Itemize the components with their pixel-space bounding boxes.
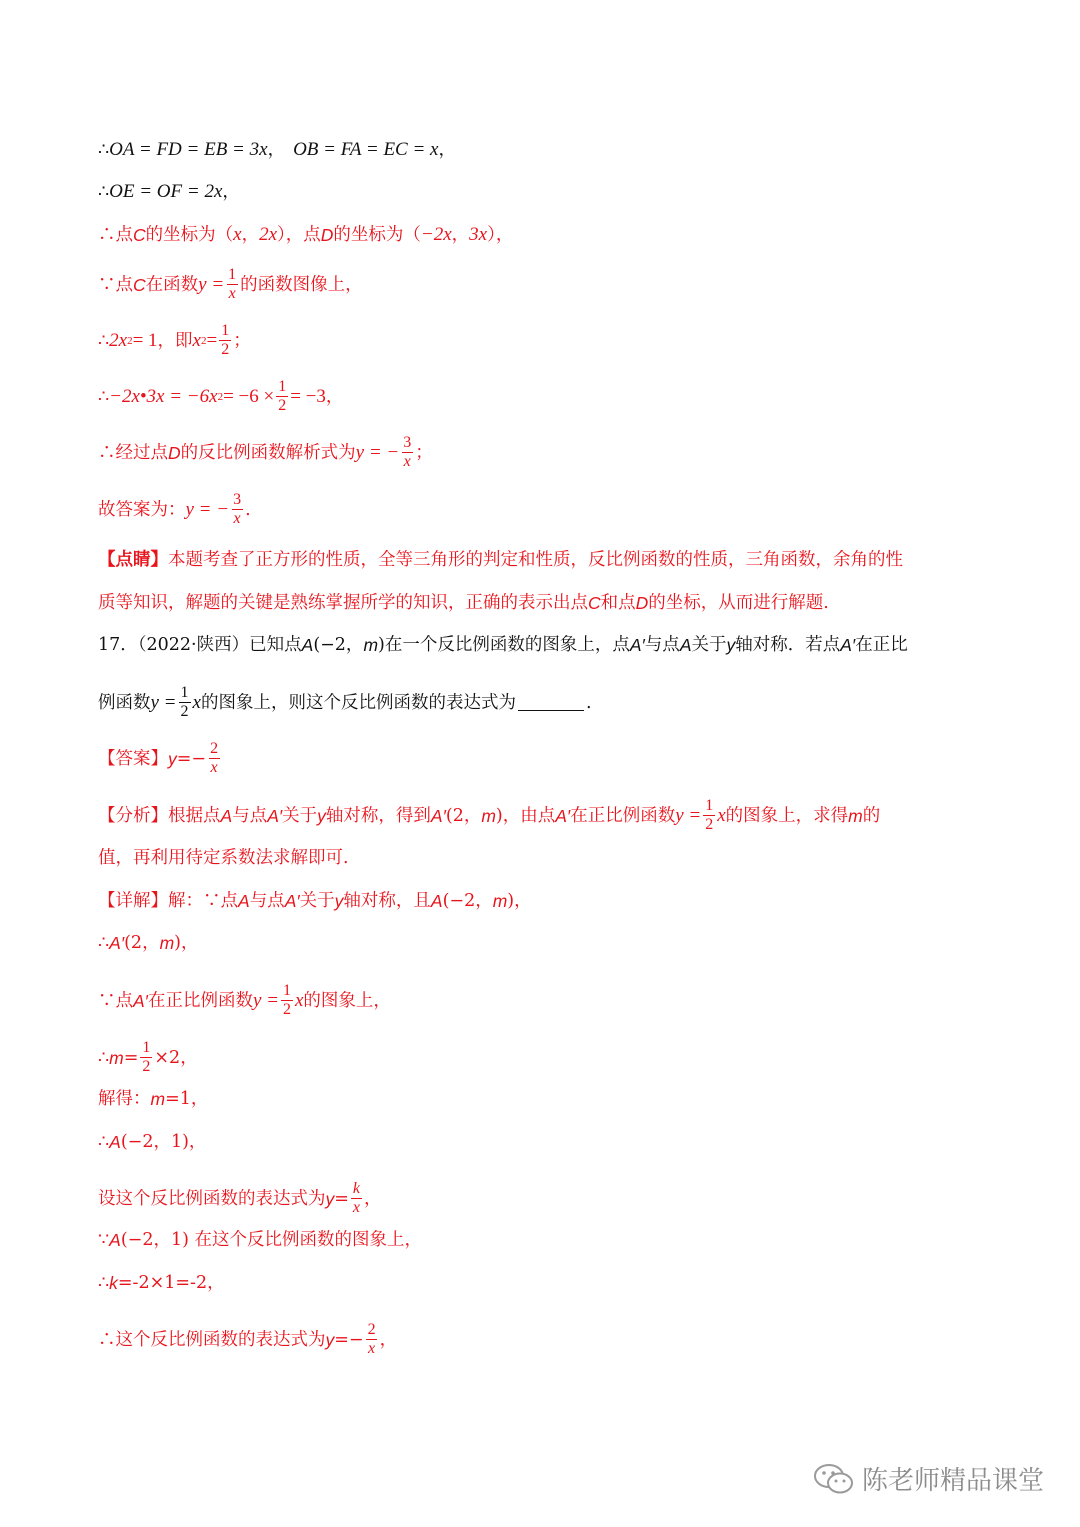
exponent: 2 bbox=[200, 334, 207, 347]
point-label: D bbox=[168, 442, 181, 463]
solution-line-4 bbox=[98, 266, 363, 303]
variable: y bbox=[325, 1188, 335, 1209]
point-label: A′ bbox=[133, 990, 148, 1011]
variable: m bbox=[848, 805, 863, 826]
denominator: x bbox=[228, 285, 236, 302]
point-label: D bbox=[320, 225, 334, 245]
text: 和点 bbox=[600, 593, 636, 613]
denominator: x bbox=[210, 759, 218, 776]
detail-line-10 bbox=[98, 1321, 397, 1358]
point-label: C bbox=[588, 593, 601, 613]
detail-line-6 bbox=[98, 1131, 206, 1153]
coord: 3x bbox=[469, 224, 488, 245]
text: (2， bbox=[445, 805, 482, 826]
answer-line bbox=[98, 491, 251, 528]
answer-blank bbox=[518, 694, 584, 711]
variable: m bbox=[109, 1047, 124, 1068]
denominator: 2 bbox=[705, 816, 714, 833]
detail-line-5 bbox=[98, 1088, 208, 1110]
because-symbol: ∵ bbox=[98, 1230, 110, 1250]
denominator: x bbox=[403, 453, 411, 470]
equation: = 1 bbox=[132, 329, 158, 351]
text: 的反比例函数解析式为 bbox=[180, 442, 356, 463]
point-label: A′ bbox=[267, 805, 283, 826]
text: 17．（2022·陕西）已知点 bbox=[98, 635, 302, 655]
coord: x bbox=[233, 224, 242, 245]
numerator: 1 bbox=[278, 378, 287, 395]
variable: m bbox=[492, 891, 508, 911]
analysis-line-2 bbox=[98, 847, 349, 869]
text: 的坐标为（ bbox=[333, 225, 421, 245]
solution-line-7 bbox=[98, 434, 433, 471]
text: )， bbox=[507, 891, 532, 911]
punct: ， bbox=[241, 225, 260, 245]
text: (−2， bbox=[442, 891, 493, 911]
therefore-symbol: ∴ bbox=[98, 1132, 110, 1152]
text: = bbox=[123, 1047, 139, 1068]
comment-label: 【点睛】 bbox=[98, 550, 168, 570]
fraction bbox=[208, 740, 220, 777]
numerator: 1 bbox=[705, 797, 714, 814]
variable: m bbox=[481, 805, 496, 826]
point-label: A bbox=[238, 891, 250, 911]
solution-line-5 bbox=[98, 322, 251, 359]
point-label: C bbox=[133, 225, 146, 245]
text: 轴对称，且 bbox=[343, 891, 431, 911]
denominator: 2 bbox=[282, 1001, 291, 1018]
variable: m bbox=[363, 635, 379, 655]
fraction bbox=[281, 982, 293, 1019]
text: (−2， bbox=[313, 635, 364, 655]
fraction bbox=[401, 434, 413, 471]
equation: = −3 bbox=[290, 385, 326, 407]
text: )， bbox=[174, 933, 199, 953]
therefore-symbol: ∴ bbox=[98, 1047, 110, 1068]
denominator: 2 bbox=[142, 1058, 151, 1075]
text: )，由点 bbox=[495, 805, 556, 826]
text: 的坐标为（ bbox=[145, 225, 234, 245]
numerator: 2 bbox=[367, 1321, 376, 1338]
wechat-logo-icon bbox=[812, 1461, 856, 1497]
coord: 2x bbox=[259, 224, 278, 245]
text: 在正比 bbox=[855, 635, 908, 655]
numerator: 1 bbox=[228, 266, 237, 283]
text: )在一个反比例函数的图象上，点 bbox=[378, 635, 630, 655]
denominator: 2 bbox=[221, 341, 230, 358]
numerator: 2 bbox=[210, 740, 219, 757]
problem-17-line-1 bbox=[98, 634, 908, 656]
point-label: A′ bbox=[629, 635, 645, 655]
point-label: A bbox=[220, 805, 233, 826]
therefore-symbol: ∴ bbox=[98, 1273, 110, 1293]
point-label: D bbox=[635, 593, 649, 613]
text: 故答案为： bbox=[98, 499, 186, 520]
punct: ， bbox=[379, 1329, 398, 1350]
numerator: k bbox=[352, 1180, 361, 1197]
text: ∵点 bbox=[98, 274, 133, 295]
therefore-symbol: ∴ bbox=[98, 140, 110, 160]
punct: ； bbox=[233, 330, 251, 351]
text: 本题考查了正方形的性质，全等三角形的判定和性质，反比例函数的性质，三角函数，余角的性 bbox=[168, 550, 903, 570]
detail-line-7 bbox=[98, 1180, 382, 1217]
variable: m bbox=[159, 933, 175, 953]
text: ），点 bbox=[277, 225, 321, 245]
text: 的 bbox=[862, 805, 881, 826]
variable: x bbox=[192, 691, 201, 713]
punct: ， bbox=[451, 225, 470, 245]
therefore-symbol: ∴ bbox=[98, 933, 110, 953]
text: 质等知识，解题的关键是熟练掌握所学的知识，正确的表示出点 bbox=[98, 593, 588, 613]
text: 的图象上， bbox=[303, 990, 391, 1011]
numerator: 3 bbox=[403, 434, 412, 451]
text: ∴经过点 bbox=[98, 442, 168, 463]
text: 关于 bbox=[299, 891, 335, 911]
equation: OB = FA = EC = x bbox=[293, 139, 439, 160]
variable: y bbox=[726, 635, 736, 655]
detail-line-4 bbox=[98, 1039, 198, 1076]
equation: 2x bbox=[109, 329, 128, 351]
fraction bbox=[231, 491, 243, 528]
text: =− bbox=[334, 1329, 364, 1350]
text: 【详解】解：∵点 bbox=[98, 891, 238, 911]
text: (−2，1) 在这个反比例函数的图象上， bbox=[120, 1230, 422, 1250]
text: 设这个反比例函数的表达式为 bbox=[98, 1188, 326, 1209]
equation: OA = FD = EB = 3x bbox=[109, 139, 268, 160]
fraction bbox=[226, 266, 238, 303]
fraction bbox=[703, 797, 715, 834]
denominator: 2 bbox=[180, 703, 189, 720]
fraction bbox=[219, 322, 231, 359]
text: 例函数 bbox=[98, 692, 151, 713]
comment-line-1 bbox=[98, 549, 903, 571]
equation: = −6 × bbox=[223, 385, 275, 407]
text: (2， bbox=[124, 933, 160, 953]
detail-line-2 bbox=[98, 932, 198, 954]
point-label: A′ bbox=[555, 805, 571, 826]
coord: −2x bbox=[420, 224, 452, 245]
text: ∴这个反比例函数的表达式为 bbox=[98, 1329, 326, 1350]
punct: . bbox=[585, 692, 592, 713]
text: =− bbox=[176, 748, 207, 769]
point-label: A′ bbox=[430, 805, 446, 826]
text: 在函数 bbox=[145, 274, 199, 295]
detail-line-9 bbox=[98, 1272, 225, 1294]
watermark-text: 陈老师精品课堂 bbox=[861, 1466, 1044, 1496]
therefore-symbol: ∴ bbox=[98, 330, 110, 351]
point-label: A bbox=[301, 635, 314, 655]
numerator: 3 bbox=[233, 491, 242, 508]
text: ）， bbox=[487, 225, 514, 245]
numerator: 1 bbox=[180, 684, 189, 701]
text: ∵点 bbox=[98, 990, 133, 1011]
equation: y = bbox=[252, 989, 279, 1011]
fraction bbox=[351, 1180, 362, 1217]
solution-line-1 bbox=[98, 139, 456, 161]
point-label: A′ bbox=[284, 891, 300, 911]
equation: y = bbox=[675, 804, 702, 826]
text: 【分析】根据点 bbox=[98, 805, 221, 826]
equation: −2x•3x = −6x bbox=[109, 385, 218, 407]
watermark bbox=[812, 1460, 1044, 1497]
fraction bbox=[140, 1039, 152, 1076]
exponent: 2 bbox=[217, 390, 224, 403]
variable: y bbox=[325, 1329, 335, 1350]
variable: y bbox=[168, 748, 177, 769]
answer-17-line bbox=[98, 740, 222, 777]
exponent: 2 bbox=[127, 334, 133, 347]
punct: ； bbox=[415, 442, 433, 463]
therefore-symbol: ∴ bbox=[98, 182, 110, 202]
text: 的图象上，求得 bbox=[725, 805, 849, 826]
equation: = bbox=[206, 329, 218, 351]
punct: ， bbox=[267, 140, 286, 160]
point-label: A bbox=[109, 1132, 121, 1152]
fraction bbox=[276, 378, 288, 415]
punct: ， bbox=[325, 386, 344, 407]
variable: y bbox=[334, 891, 344, 911]
fraction bbox=[366, 1321, 378, 1358]
numerator: 1 bbox=[282, 982, 291, 999]
punct: ， bbox=[222, 182, 240, 202]
denominator: x bbox=[352, 1199, 361, 1216]
denominator: x bbox=[368, 1340, 376, 1357]
text: 关于 bbox=[282, 805, 318, 826]
text: ，即 bbox=[157, 330, 193, 351]
variable: x bbox=[717, 804, 726, 826]
point-label: A′ bbox=[840, 635, 856, 655]
variable: k bbox=[109, 1273, 118, 1293]
solution-line-6 bbox=[98, 378, 343, 415]
text: (−2，1)， bbox=[120, 1132, 207, 1152]
equation: y = − bbox=[185, 498, 230, 520]
text: 与点 bbox=[249, 891, 285, 911]
text: 的函数图像上， bbox=[240, 274, 363, 295]
text: 轴对称，得到 bbox=[325, 805, 431, 826]
text: ×2， bbox=[154, 1047, 198, 1068]
denominator: 2 bbox=[278, 397, 287, 414]
problem-17-line-2 bbox=[98, 684, 592, 721]
analysis-line-1 bbox=[98, 797, 880, 834]
equation: y = bbox=[150, 691, 177, 713]
punct: . bbox=[245, 499, 251, 520]
text: ∴点 bbox=[98, 225, 133, 245]
numerator: 1 bbox=[142, 1039, 151, 1056]
solution-line-3 bbox=[98, 224, 513, 246]
therefore-symbol: ∴ bbox=[98, 386, 110, 407]
punct: ， bbox=[438, 140, 456, 160]
answer-label: 【答案】 bbox=[98, 748, 168, 769]
detail-line-8 bbox=[98, 1229, 422, 1251]
variable: m bbox=[150, 1089, 166, 1109]
denominator: x bbox=[233, 510, 241, 527]
equation: OE = OF = 2x bbox=[109, 181, 223, 202]
fraction bbox=[179, 684, 191, 721]
text: 轴对称．若点 bbox=[735, 635, 841, 655]
text: 解得： bbox=[98, 1089, 151, 1109]
point-label: A′ bbox=[109, 933, 125, 953]
text: 与点 bbox=[232, 805, 268, 826]
variable: x bbox=[294, 989, 304, 1011]
numerator: 1 bbox=[221, 322, 230, 339]
point-label: A bbox=[430, 891, 443, 911]
solution-line-2 bbox=[98, 181, 240, 203]
text: 在正比例函数 bbox=[147, 990, 253, 1011]
text: 值，再利用待定系数法求解即可. bbox=[98, 848, 349, 868]
text: 与点 bbox=[644, 635, 680, 655]
text: 的坐标，从而进行解题. bbox=[648, 593, 829, 613]
variable: x bbox=[192, 329, 201, 351]
variable: y bbox=[317, 805, 326, 826]
text: 在正比例函数 bbox=[570, 805, 676, 826]
equation: y = − bbox=[355, 441, 400, 463]
text: = bbox=[334, 1188, 349, 1209]
detail-line-3 bbox=[98, 982, 391, 1019]
text: =1， bbox=[165, 1089, 209, 1109]
text: =-2×1=-2， bbox=[117, 1273, 225, 1293]
equation: y = bbox=[198, 273, 225, 295]
point-label: C bbox=[133, 274, 146, 295]
comment-line-2 bbox=[98, 592, 829, 614]
point-label: A bbox=[679, 635, 692, 655]
text: 的图象上，则这个反比例函数的表达式为 bbox=[200, 692, 516, 713]
point-label: A bbox=[109, 1230, 121, 1250]
text: 关于 bbox=[691, 635, 727, 655]
punct: ， bbox=[364, 1188, 382, 1209]
detail-line-1 bbox=[98, 890, 532, 912]
